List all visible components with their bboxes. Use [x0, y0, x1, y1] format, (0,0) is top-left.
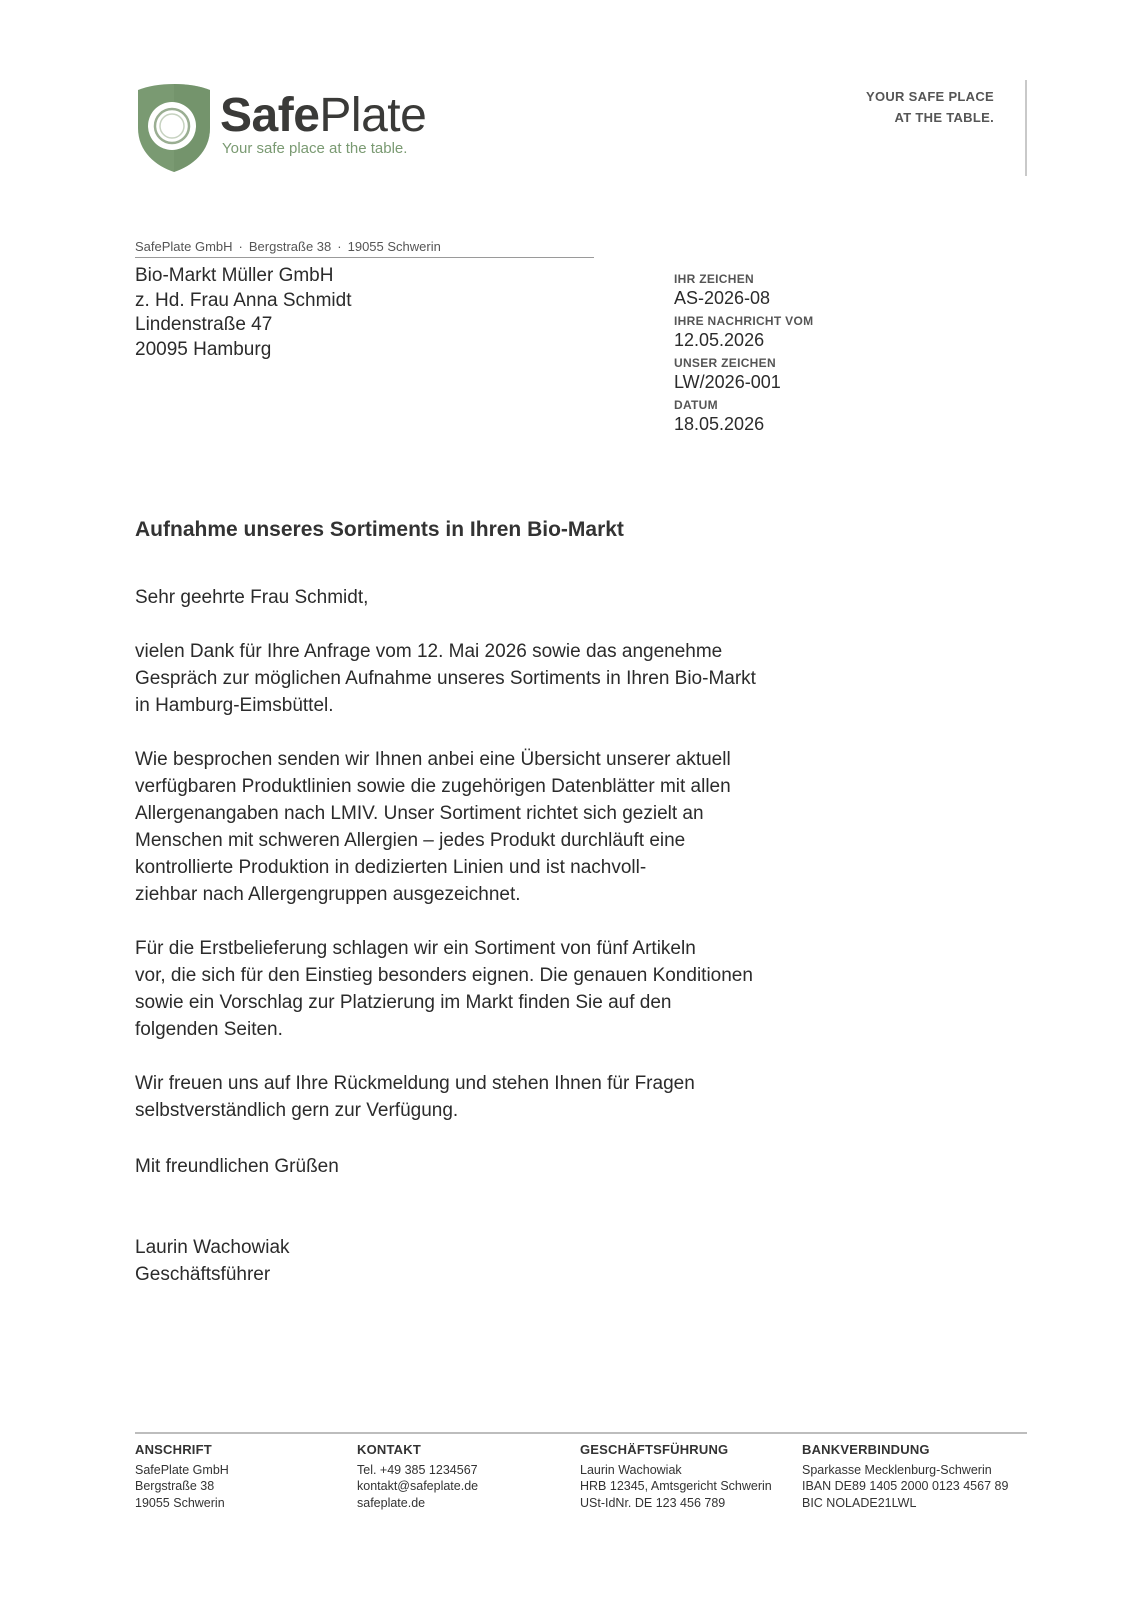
letter-subject: Aufnahme unseres Sortiments in Ihren Bio-Markt	[135, 518, 624, 541]
body-line: folgenden Seiten.	[135, 1019, 283, 1040]
company-logo	[136, 82, 556, 174]
footer-line: BIC NOLADE21LWL	[802, 1495, 917, 1510]
body-paragraph	[135, 1070, 815, 1124]
header-slogan-line: YOUR SAFE PLACE	[865, 89, 994, 104]
footer-line: IBAN DE89 1405 2000 0123 4567 89	[802, 1479, 1009, 1493]
body-line: Menschen mit schweren Allergien – jedes Produkt durchläuft eine	[135, 830, 686, 851]
header-slogan-line: AT THE TABLE.	[894, 110, 994, 125]
body-line: selbstverständlich gern zur Verfügung.	[135, 1100, 459, 1121]
signer-name: Laurin Wachowiak	[135, 1237, 290, 1258]
body-line: Gespräch zur möglichen Aufnahme unseres Sortiments in Ihren Bio-Markt	[135, 668, 756, 689]
reference-value: LW/2026-001	[674, 372, 781, 392]
footer-line: kontakt@safeplate.de	[357, 1479, 479, 1493]
footer-column-management	[580, 1442, 802, 1511]
recipient-line: Lindenstraße 47	[135, 314, 273, 335]
brand-name: SafePlate	[220, 89, 427, 142]
footer-column-bank	[802, 1442, 1024, 1511]
footer-line: Tel. +49 385 1234567	[357, 1462, 478, 1477]
letter-closing: Mit freundlichen Grüßen	[135, 1156, 339, 1177]
body-line: vielen Dank für Ihre Anfrage vom 12. Mai 2026 sowie das angenehme	[135, 641, 723, 662]
reference-value: 18.05.2026	[674, 414, 765, 434]
body-paragraph	[135, 935, 815, 1043]
footer-line: Bergstraße 38	[135, 1479, 215, 1493]
reference-value: AS-2026-08	[674, 288, 771, 308]
body-line: ziehbar nach Allergengruppen ausgezeichnet.	[135, 884, 521, 905]
footer-column-address	[135, 1442, 357, 1511]
brand-tagline: Your safe place at the table.	[222, 140, 408, 157]
footer-line: safeplate.de	[357, 1495, 426, 1510]
separator: ·	[238, 239, 243, 254]
body-line: Wir freuen uns auf Ihre Rückmeldung und stehen Ihnen für Fragen	[135, 1073, 695, 1094]
header-divider	[1025, 80, 1027, 176]
shield-logo-icon	[136, 82, 212, 174]
footer-heading: KONTAKT	[357, 1442, 421, 1457]
return-address-company: SafePlate GmbH	[135, 239, 233, 254]
signer-title: Geschäftsführer	[135, 1264, 271, 1285]
signature-block	[135, 1234, 290, 1288]
footer-line: 19055 Schwerin	[135, 1495, 225, 1510]
footer-divider	[135, 1432, 1027, 1434]
reference-label: IHRE NACHRICHT VOM	[674, 314, 814, 328]
body-line: sowie ein Vorschlag zur Platzierung im Markt finden Sie auf den	[135, 992, 672, 1013]
footer-line: SafePlate GmbH	[135, 1462, 229, 1477]
header-slogan	[866, 86, 994, 128]
recipient-address	[135, 264, 352, 362]
recipient-line: Bio-Markt Müller GmbH	[135, 265, 334, 286]
body-line: kontrollierte Produktion in dedizierten Linien und ist nachvoll-	[135, 857, 647, 878]
reference-label: DATUM	[674, 398, 718, 412]
return-address-street: Bergstraße 38	[248, 239, 332, 254]
body-line: Für die Erstbelieferung schlagen wir ein Sortiment von fünf Artikeln	[135, 938, 696, 959]
body-paragraph	[135, 746, 815, 908]
recipient-line: 20095 Hamburg	[135, 338, 272, 360]
return-address-city: 19055 Schwerin	[347, 239, 441, 254]
footer-heading: GESCHÄFTSFÜHRUNG	[580, 1442, 729, 1457]
body-line: Allergenangaben nach LMIV. Unser Sortiment richtet sich gezielt an	[135, 803, 704, 824]
reference-label: UNSER ZEICHEN	[674, 356, 776, 370]
body-line: Wie besprochen senden wir Ihnen anbei eine Übersicht unserer aktuell	[135, 749, 731, 770]
reference-value: 12.05.2026	[674, 330, 765, 350]
footer-line: HRB 12345, Amtsgericht Schwerin	[580, 1479, 772, 1493]
letter-body	[135, 584, 815, 1151]
reference-label: IHR ZEICHEN	[674, 272, 754, 286]
footer-heading: ANSCHRIFT	[135, 1442, 212, 1457]
return-address	[135, 239, 594, 258]
body-paragraph	[135, 638, 815, 719]
body-line: verfügbaren Produktlinien sowie die zugehörigen Datenblätter mit allen	[135, 776, 731, 797]
body-line: in Hamburg-Eimsbüttel.	[135, 695, 334, 716]
footer-line: Sparkasse Mecklenburg-Schwerin	[802, 1462, 992, 1477]
footer-heading: BANKVERBINDUNG	[802, 1442, 930, 1457]
footer-line: USt-IdNr. DE 123 456 789	[580, 1495, 726, 1510]
footer-column-contact	[357, 1442, 579, 1511]
separator: ·	[337, 239, 342, 254]
salutation: Sehr geehrte Frau Schmidt,	[135, 587, 369, 608]
footer-line: Laurin Wachowiak	[580, 1462, 682, 1477]
reference-block	[674, 272, 813, 436]
body-line: vor, die sich für den Einstieg besonders eignen. Die genauen Konditionen	[135, 965, 753, 986]
recipient-line: z. Hd. Frau Anna Schmidt	[135, 289, 352, 311]
